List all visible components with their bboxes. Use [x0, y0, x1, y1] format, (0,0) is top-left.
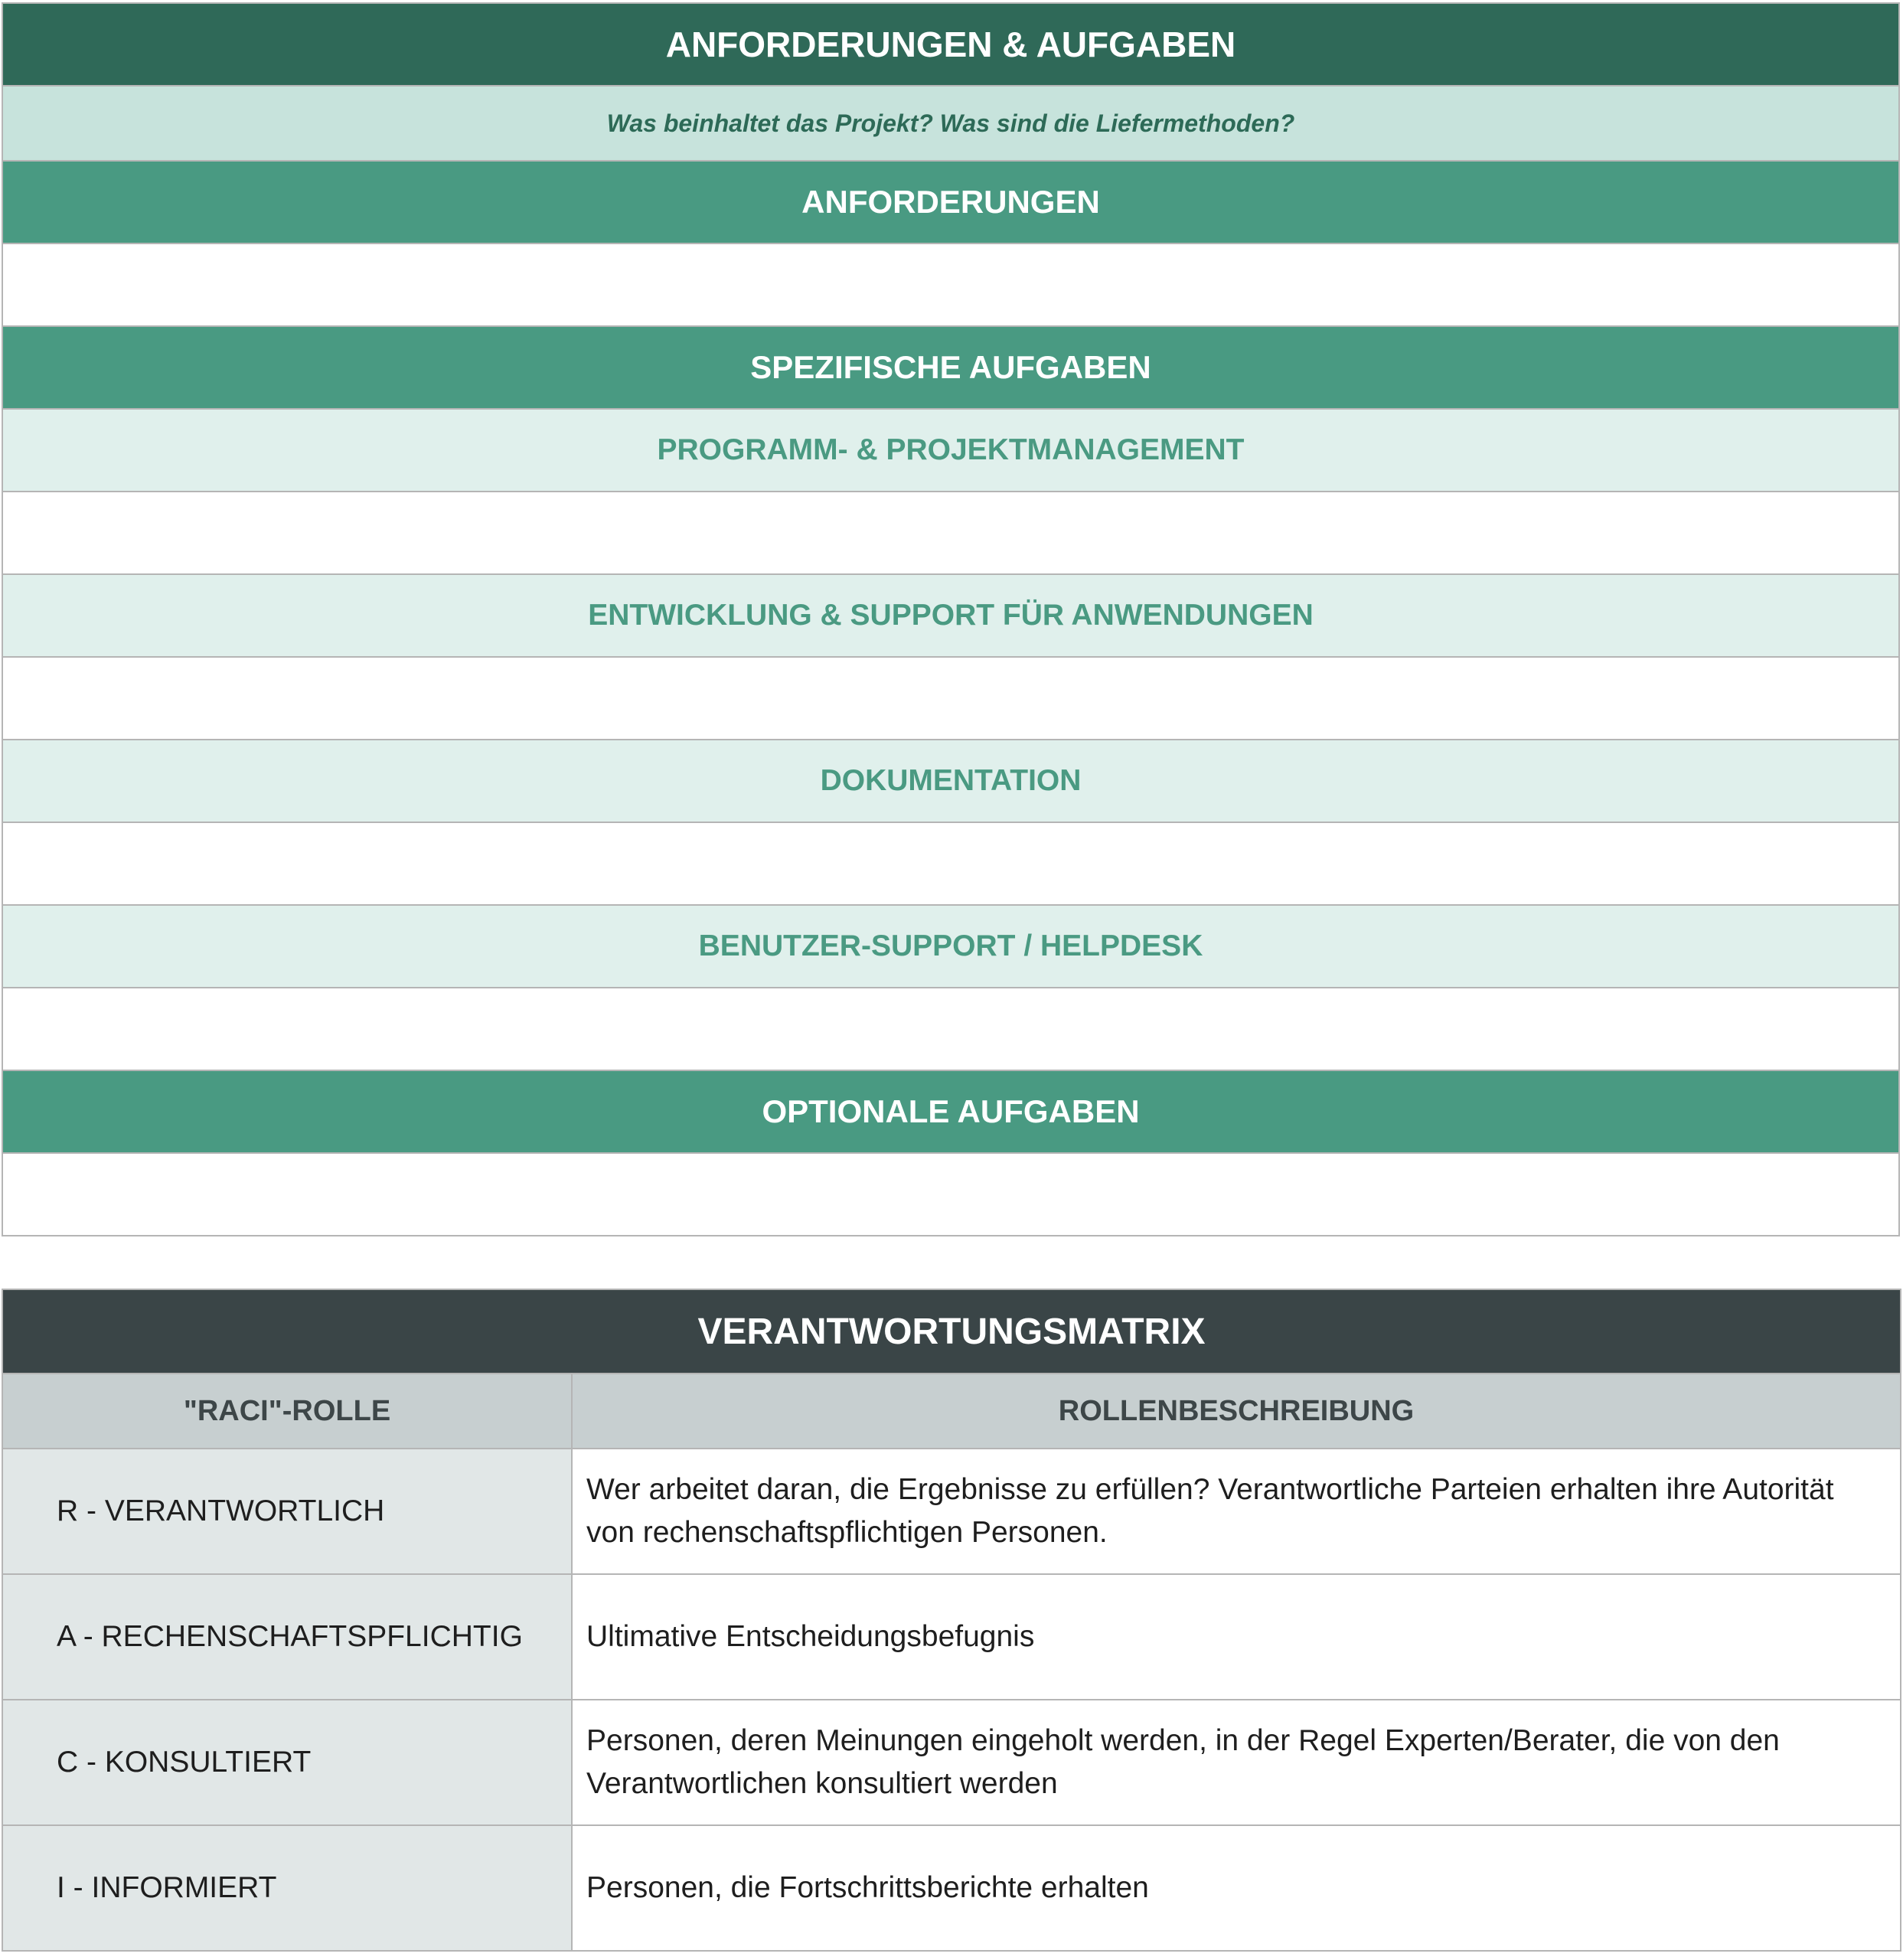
- raci-description-cell: Personen, die Fortschrittsberichte erhalten: [572, 1825, 1901, 1951]
- app-development-input-cell[interactable]: [2, 657, 1899, 740]
- raci-role-cell: I - INFORMIERT: [2, 1825, 572, 1951]
- table-row: [2, 1825, 1901, 1951]
- raci-description-cell: Personen, deren Meinungen eingeholt werden, in der Regel Experten/Berater, die von den Verantwortlichen konsultiert werden: [572, 1700, 1901, 1825]
- raci-role-cell: C - KONSULTIERT: [2, 1700, 572, 1825]
- requirements-table: [2, 2, 1900, 1236]
- table-row: [2, 1700, 1901, 1825]
- documentation-input-cell[interactable]: [2, 822, 1899, 905]
- raci-role-column-header: "RACI"-ROLLE: [2, 1374, 572, 1449]
- raci-table: [2, 1289, 1901, 1952]
- user-support-header: BENUTZER-SUPPORT / HELPDESK: [2, 905, 1899, 988]
- raci-role-cell: A - RECHENSCHAFTSPFLICHTIG: [2, 1574, 572, 1700]
- raci-description-cell: Wer arbeitet daran, die Ergebnisse zu erfüllen? Verantwortliche Parteien erhalten ihre Autorität von rechenschaftspflichtigen Personen.: [572, 1449, 1901, 1574]
- optional-tasks-input-cell[interactable]: [2, 1153, 1899, 1236]
- raci-title: VERANTWORTUNGSMATRIX: [2, 1289, 1901, 1374]
- specific-tasks-header: SPEZIFISCHE AUFGABEN: [2, 326, 1899, 409]
- program-management-header: PROGRAMM- & PROJEKTMANAGEMENT: [2, 409, 1899, 492]
- raci-description-column-header: ROLLENBESCHREIBUNG: [572, 1374, 1901, 1449]
- optional-tasks-header: OPTIONALE AUFGABEN: [2, 1070, 1899, 1153]
- app-development-header: ENTWICKLUNG & SUPPORT FÜR ANWENDUNGEN: [2, 574, 1899, 657]
- requirements-input-cell[interactable]: [2, 243, 1899, 326]
- raci-description-cell: Ultimative Entscheidungsbefugnis: [572, 1574, 1901, 1700]
- requirements-intro: Was beinhaltet das Projekt? Was sind die Liefermethoden?: [2, 86, 1899, 161]
- requirements-title: ANFORDERUNGEN & AUFGABEN: [2, 3, 1899, 86]
- table-row: [2, 1574, 1901, 1700]
- raci-role-cell: R - VERANTWORTLICH: [2, 1449, 572, 1574]
- program-management-input-cell[interactable]: [2, 492, 1899, 574]
- user-support-input-cell[interactable]: [2, 988, 1899, 1070]
- table-row: [2, 1449, 1901, 1574]
- requirements-header: ANFORDERUNGEN: [2, 161, 1899, 243]
- documentation-header: DOKUMENTATION: [2, 740, 1899, 822]
